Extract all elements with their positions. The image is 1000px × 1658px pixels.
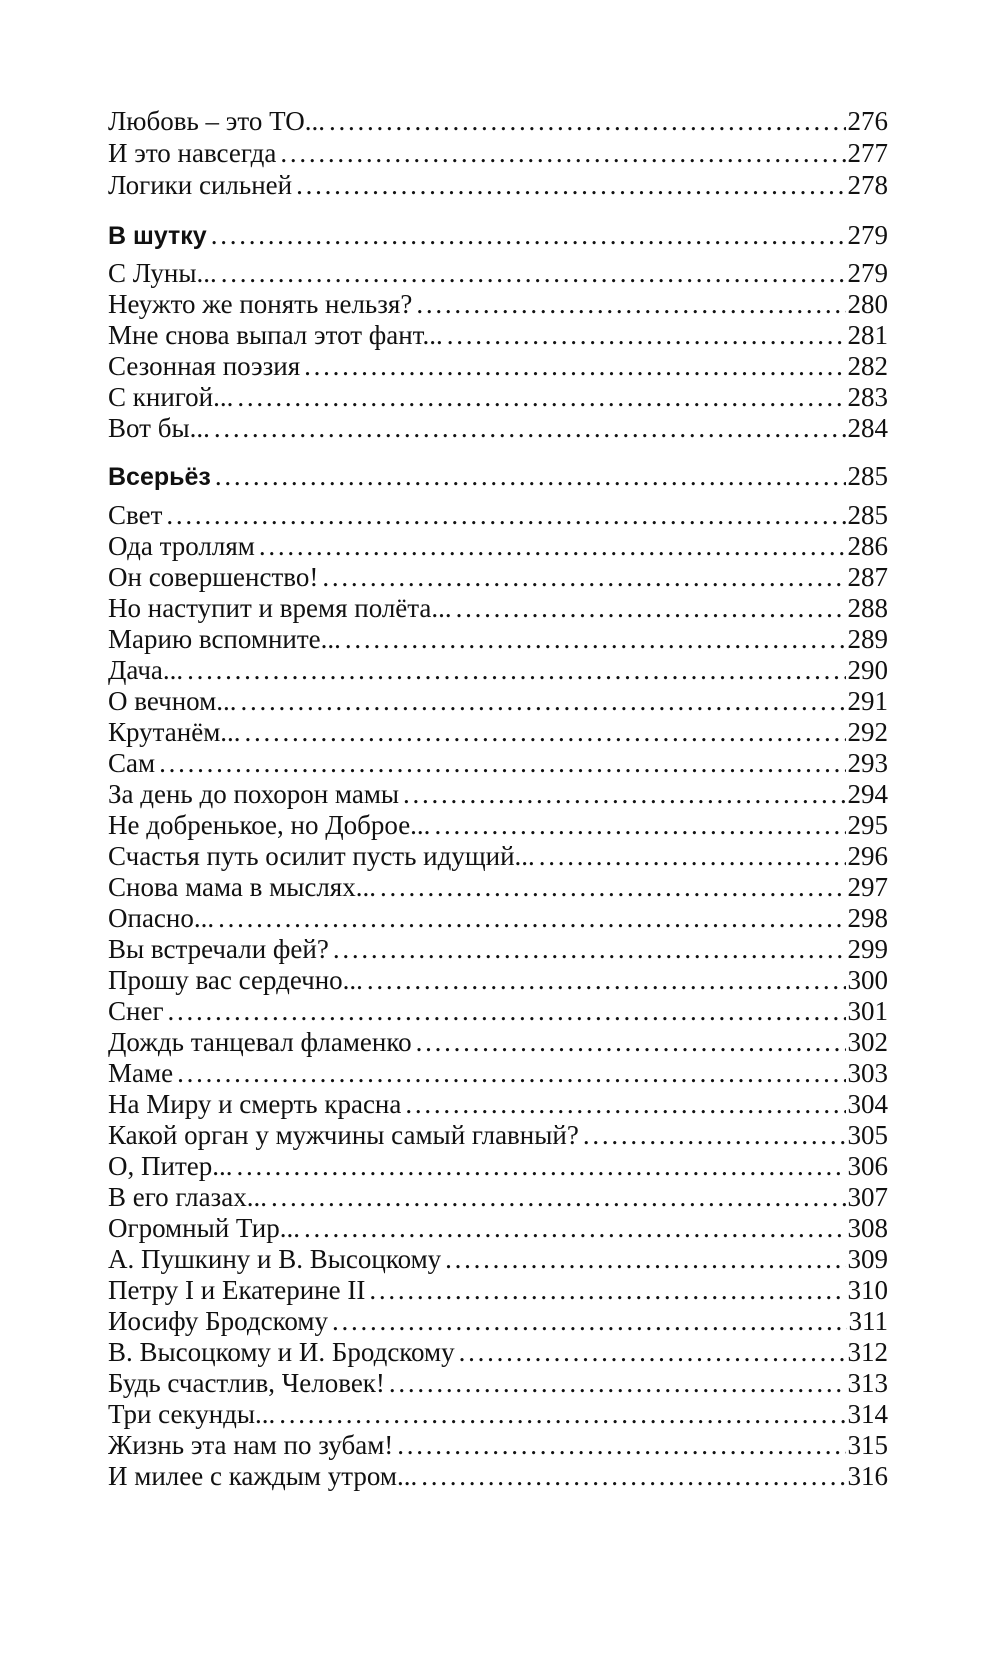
dot-leader — [456, 591, 846, 625]
toc-page-number: 298 — [847, 903, 888, 933]
dot-leader — [434, 808, 845, 842]
toc-entry-row — [108, 839, 888, 873]
dot-leader — [345, 622, 846, 656]
dot-leader — [168, 994, 846, 1028]
toc-entry-title: На Миру и смерть красна — [108, 1089, 402, 1119]
toc-entry-row — [108, 168, 888, 202]
toc-entry-title: Три секунды... — [108, 1399, 276, 1429]
dot-leader — [215, 459, 846, 493]
toc-entry-row — [108, 529, 888, 563]
toc-entry-row — [108, 1273, 888, 1307]
toc-page-number: 300 — [847, 965, 888, 995]
toc-entry-title: С Луны... — [108, 258, 217, 288]
toc-page-number: 292 — [847, 717, 888, 747]
toc-entry-row — [108, 591, 888, 625]
toc-entry-row — [108, 1025, 888, 1059]
toc-entry-title: Прошу вас сердечно... — [108, 965, 363, 995]
toc-entry-title: Ода троллям — [108, 531, 255, 561]
dot-leader — [177, 1056, 845, 1090]
dot-leader — [259, 529, 846, 563]
dot-leader — [329, 104, 846, 138]
dot-leader — [405, 1087, 845, 1121]
toc-page-number: 286 — [847, 531, 888, 561]
dot-leader — [211, 218, 846, 252]
dot-leader — [380, 870, 846, 904]
toc-entry-row — [108, 136, 888, 170]
toc-entry-title: Дождь танцевал фламенко — [108, 1027, 412, 1057]
toc-page-number: 295 — [847, 810, 888, 840]
toc-page-number: 313 — [847, 1368, 888, 1398]
dot-leader — [271, 1180, 846, 1214]
dot-leader — [236, 1149, 845, 1183]
toc-entry-title: Но наступит и время полёта... — [108, 593, 452, 623]
toc-page-number: 307 — [847, 1182, 888, 1212]
toc-page-number: 304 — [847, 1089, 888, 1119]
toc-entry-row — [108, 1149, 888, 1183]
toc-page-number: 287 — [847, 562, 888, 592]
dot-leader — [389, 1366, 846, 1400]
toc-page-number: 288 — [847, 593, 888, 623]
toc-page-number: 280 — [847, 289, 888, 319]
toc-entry-title: Сезонная поэзия — [108, 351, 301, 381]
dot-leader — [159, 746, 845, 780]
toc-section-row — [108, 218, 888, 252]
toc-entry-title: Дача... — [108, 655, 184, 685]
dot-leader — [322, 560, 845, 594]
dot-leader — [304, 1211, 846, 1245]
toc-entry-row — [108, 1242, 888, 1276]
toc-page-number: 314 — [847, 1399, 888, 1429]
dot-leader — [280, 136, 845, 170]
toc-entry-row — [108, 932, 888, 966]
dot-leader — [296, 168, 845, 202]
toc-entry-row — [108, 901, 888, 935]
toc-entry-title: И милее с каждым утром... — [108, 1461, 418, 1491]
toc-entry-row — [108, 1087, 888, 1121]
dot-leader — [447, 318, 846, 352]
toc-page-number: 291 — [847, 686, 888, 716]
toc-page-number: 301 — [847, 996, 888, 1026]
toc-entry-row — [108, 808, 888, 842]
toc-section-title: В шутку — [108, 222, 207, 250]
toc-page-number: 312 — [847, 1337, 888, 1367]
toc-page-number: 278 — [847, 170, 888, 200]
toc-page-number: 309 — [847, 1244, 888, 1274]
toc-entry-row — [108, 349, 888, 383]
toc-entry-title: Крутанём... — [108, 717, 241, 747]
toc-page-number: 299 — [847, 934, 888, 964]
toc-page-number: 302 — [847, 1027, 888, 1057]
dot-leader — [245, 715, 846, 749]
toc-entry-row — [108, 256, 888, 290]
dot-leader — [459, 1335, 846, 1369]
toc-entry-row — [108, 380, 888, 414]
toc-entry-row — [108, 1366, 888, 1400]
dot-leader — [416, 1025, 846, 1059]
dot-leader — [214, 411, 846, 445]
dot-leader — [218, 901, 845, 935]
toc-page-number: 283 — [847, 382, 888, 412]
toc-section-row — [108, 459, 888, 493]
toc-entry-title: Неужто же понять нельзя? — [108, 289, 413, 319]
toc-entry-row — [108, 104, 888, 138]
toc-entry-row — [108, 653, 888, 687]
toc-page-number: 279 — [847, 258, 888, 288]
toc-entry-row — [108, 1304, 888, 1338]
dot-leader — [421, 1459, 845, 1493]
toc-page-number: 289 — [847, 624, 888, 654]
dot-leader — [332, 1304, 847, 1338]
dot-leader — [367, 963, 846, 997]
toc-page-number: 276 — [847, 106, 888, 136]
toc-entry-row — [108, 411, 888, 445]
toc-entry-row — [108, 963, 888, 997]
toc-entry-row — [108, 684, 888, 718]
toc-entry-row — [108, 994, 888, 1028]
dot-leader — [416, 287, 845, 321]
dot-leader — [187, 653, 845, 687]
toc-entry-title: Какой орган у мужчины самый главный? — [108, 1120, 579, 1150]
toc-entry-title: Он совершенство! — [108, 562, 319, 592]
toc-entry-title: Вы встречали фей? — [108, 934, 329, 964]
toc-entry-title: В его глазах... — [108, 1182, 267, 1212]
toc-entry-row — [108, 1335, 888, 1369]
toc-entry-row — [108, 1211, 888, 1245]
toc-entry-row — [108, 870, 888, 904]
dot-leader — [166, 498, 845, 532]
toc-entry-title: А. Пушкину и В. Высоцкому — [108, 1244, 442, 1274]
toc-entry-title: И это навсегда — [108, 138, 277, 168]
dot-leader — [369, 1273, 845, 1307]
toc-page-number: 310 — [847, 1275, 888, 1305]
toc-entry-row — [108, 1397, 888, 1431]
toc-entry-title: Будь счастлив, Человек! — [108, 1368, 385, 1398]
toc-entry-title: Сам — [108, 748, 156, 778]
dot-leader — [237, 380, 845, 414]
toc-entry-title: Вот бы... — [108, 413, 210, 443]
toc-entry-row — [108, 715, 888, 749]
toc-entry-row — [108, 777, 888, 811]
toc-entry-row — [108, 498, 888, 532]
toc-entry-title: Любовь – это ТО... — [108, 106, 325, 136]
dot-leader — [583, 1118, 846, 1152]
toc-entry-row — [108, 1056, 888, 1090]
toc-page-number: 290 — [847, 655, 888, 685]
dot-leader — [333, 932, 846, 966]
toc-page-number: 306 — [847, 1151, 888, 1181]
toc-entry-title: Снег — [108, 996, 164, 1026]
toc-page-number: 296 — [847, 841, 888, 871]
dot-leader — [241, 684, 846, 718]
dot-leader — [397, 1428, 845, 1462]
dot-leader — [221, 256, 846, 290]
dot-leader — [279, 1397, 845, 1431]
toc-entry-row — [108, 1428, 888, 1462]
toc-page-number: 305 — [847, 1120, 888, 1150]
toc-entry-row — [108, 1180, 888, 1214]
toc-entry-title: Маме — [108, 1058, 174, 1088]
toc-entry-row — [108, 318, 888, 352]
toc-entry-row — [108, 287, 888, 321]
toc-page-number: 315 — [847, 1430, 888, 1460]
toc-page-number: 284 — [847, 413, 888, 443]
toc-entry-row — [108, 746, 888, 780]
toc-entry-title: Петру I и Екатерине II — [108, 1275, 366, 1305]
dot-leader — [403, 777, 845, 811]
toc-entry-title: Марию вспомните... — [108, 624, 341, 654]
toc-entry-title: За день до похорон мамы — [108, 779, 400, 809]
toc-entry-title: Не добренькое, но Доброе... — [108, 810, 431, 840]
toc-page-number: 281 — [847, 320, 888, 350]
toc-page-number: 277 — [847, 138, 888, 168]
toc-page-number: 316 — [847, 1461, 888, 1491]
toc-entry-title: О вечном... — [108, 686, 237, 716]
toc-entry-title: Опасно... — [108, 903, 215, 933]
toc-entry-title: О, Питер... — [108, 1151, 233, 1181]
toc-entry-row — [108, 622, 888, 656]
toc-entry-row — [108, 560, 888, 594]
toc-page-number: 308 — [847, 1213, 888, 1243]
toc-entry-row — [108, 1118, 888, 1152]
toc-entry-title: Логики сильней — [108, 170, 293, 200]
toc-entry-title: Иосифу Бродскому — [108, 1306, 328, 1336]
toc-page-number: 285 — [847, 461, 888, 491]
toc-entry-title: С книгой... — [108, 382, 234, 412]
dot-leader — [445, 1242, 845, 1276]
toc-section-title: Всерьёз — [108, 463, 211, 491]
toc-entry-title: Счастья путь осилит пусть идущий... — [108, 841, 535, 871]
toc-page-number: 279 — [847, 220, 888, 250]
toc-entry-title: В. Высоцкому и И. Бродскому — [108, 1337, 455, 1367]
toc-entry-title: Свет — [108, 500, 163, 530]
dot-leader — [539, 839, 846, 873]
toc-entry-row — [108, 1459, 888, 1493]
toc-page-number: 297 — [847, 872, 888, 902]
toc-page-number: 311 — [848, 1306, 888, 1336]
toc-page-number: 293 — [847, 748, 888, 778]
toc-page-number: 282 — [847, 351, 888, 381]
dot-leader — [304, 349, 845, 383]
toc-entry-title: Огромный Тир... — [108, 1213, 300, 1243]
toc-entry-title: Жизнь эта нам по зубам! — [108, 1430, 394, 1460]
toc-entry-title: Мне снова выпал этот фант... — [108, 320, 443, 350]
toc-page-number: 303 — [847, 1058, 888, 1088]
toc-entry-title: Снова мама в мыслях... — [108, 872, 376, 902]
toc-page-number: 294 — [847, 779, 888, 809]
toc-page-number: 285 — [847, 500, 888, 530]
